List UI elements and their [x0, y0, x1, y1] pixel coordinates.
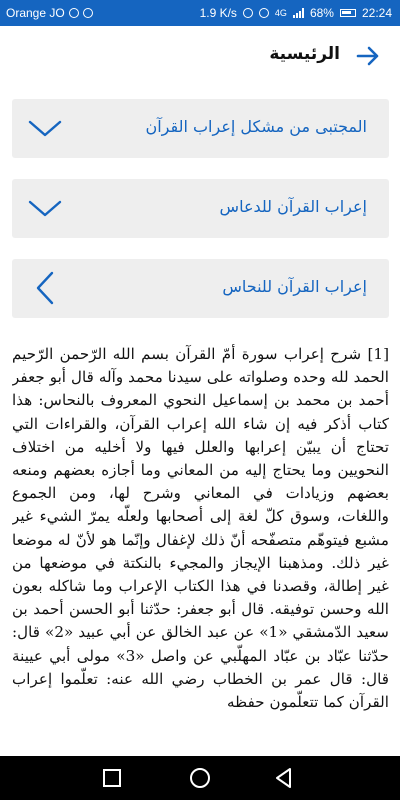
wifi-icon: [259, 8, 269, 18]
app-header: [0, 26, 400, 88]
clock: 22:24: [361, 6, 392, 20]
carrier-label: Orange JO: [6, 6, 65, 20]
battery-icon: [340, 9, 356, 17]
network-type: 4G: [274, 8, 287, 18]
battery-percent: 68%: [309, 6, 334, 20]
section-card-mujtaba[interactable]: [12, 99, 389, 158]
section-label: إعراب القرآن للدعاس: [219, 197, 367, 216]
arrow-right-icon[interactable]: [354, 42, 382, 70]
section-card-nahhas[interactable]: [12, 259, 389, 318]
section-label: إعراب القرآن للنحاس: [222, 277, 367, 296]
status-left: [6, 6, 93, 20]
status-right: [200, 6, 392, 20]
back-triangle-icon[interactable]: [270, 764, 298, 792]
status-bar: [0, 0, 400, 26]
recents-square-icon[interactable]: [98, 764, 126, 792]
signal-icon: [293, 8, 304, 18]
section-card-daas[interactable]: [12, 179, 389, 238]
chevron-down-icon: [26, 109, 64, 147]
alarm-icon: [243, 8, 253, 18]
chevron-down-icon: [26, 189, 64, 227]
chevron-left-icon: [26, 269, 64, 307]
article-text: [1] شرح إعراب سورة أمّ القرآن بسم الله الرّحمن الرّحيم الحمد لله وحده وصلواته على سيدنا محمد وآله قال أبو جعفر أحمد بن محمد بن إسماعيل النحوي المعروف بالنحاس: هذا كتاب أذكر فيه إن شاء الله إعراب القرآن، والقراءات التي تحتاج أن يبيّن إعرابها والعلل فيها ولا أخليه من اختلاف النحويين وما يحتاج إليه من المعاني وما أجازه بعضهم ومنعه بعضهم وزيادات في المعاني وشرح لها، ومن الجموع واللغات، وسوق كلّ لغة إلى أصحابها ولعلّه يمرّ الشيء غير مشبع فيتوهّم متصفّحه أنّ ذلك لإغفال وإنّما هو لأنّ له موضعا غير ذلك. ومذهبنا الإيجاز والمجيء بالنكتة في موضعها من غير إطالة، وقصدنا في هذا الكتاب الإعراب وما شاكله بعون الله وحسن توفيقه. قال أبو جعفر: حدّثنا أبو الحسن أحمد بن سعيد الدّمشقي «1» عن عبد الخالق عن أبي عبيد «2» قال: حدّثنا عبّاد بن عبّاد المهلّبي عن واصل «3» مولى أبي عيينة قال: قال عمر بن الخطاب رضي الله عنه: تعلّموا إعراب القرآن كما تتعلّمون حفظه: [12, 345, 389, 712]
page-title: الرئيسية: [269, 44, 340, 64]
network-speed: 1.9 K/s: [199, 6, 237, 20]
navigation-bar: [0, 756, 400, 800]
data-saver-icon: [83, 8, 93, 18]
section-label: المجتبى من مشكل إعراب القرآن: [145, 117, 367, 136]
home-circle-icon[interactable]: [186, 764, 214, 792]
sync-icon: [69, 8, 79, 18]
